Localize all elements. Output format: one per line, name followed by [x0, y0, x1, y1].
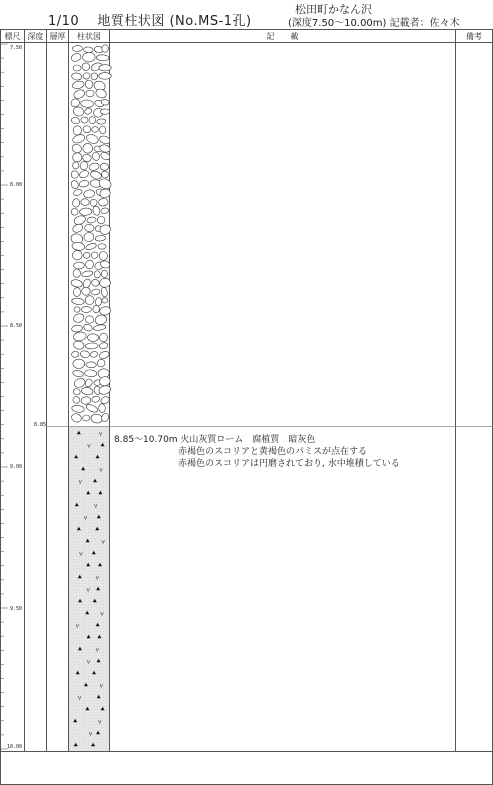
location-label: 松田町かなん沢 — [295, 3, 372, 16]
gravel-clast — [73, 188, 83, 196]
gravel-clast — [97, 216, 106, 225]
gravel-clast — [84, 295, 95, 306]
gravel-clast — [79, 179, 90, 187]
gravel-clast — [79, 208, 92, 216]
gravel-clast — [86, 90, 95, 97]
gravel-clast — [101, 297, 108, 303]
gravel-clast — [73, 340, 85, 350]
gravel-clast — [87, 334, 98, 342]
gravel-clast — [82, 52, 95, 62]
gravel-clast — [98, 403, 105, 412]
pumice-mark: v — [98, 430, 103, 438]
gravel-clast — [99, 65, 112, 71]
gravel-clast — [72, 312, 85, 323]
gravel-clast — [89, 170, 102, 181]
gravel-clast — [99, 126, 106, 134]
pumice-mark: v — [88, 730, 93, 738]
gravel-clast — [100, 287, 108, 298]
gravel-clast — [98, 244, 106, 249]
gravel-clast — [78, 169, 89, 179]
scale-label: 8.50 — [10, 323, 23, 329]
gravel-clast — [70, 52, 82, 63]
gravel-clast — [71, 72, 82, 80]
gravel-clast — [83, 323, 93, 332]
pumice-mark: v — [101, 538, 105, 546]
gravel-clast — [82, 154, 92, 162]
gravel-clast — [71, 151, 83, 163]
gravel-clast — [81, 199, 90, 206]
gravel-clast — [71, 117, 81, 125]
description-line: 赤褐色のスコリアは円磨されており, 水中堆積している — [178, 459, 400, 469]
gravel-clast — [72, 45, 82, 51]
column-header-depth: 深度 — [27, 32, 44, 41]
pumice-mark: v — [79, 550, 83, 558]
gravel-clast — [81, 307, 91, 313]
gravel-clast — [83, 189, 95, 199]
gravel-clast — [82, 72, 91, 80]
gravel-clast — [72, 250, 83, 260]
gravel-clast — [71, 405, 84, 413]
gravel-clast — [101, 171, 108, 179]
gravel-clast — [101, 270, 107, 278]
gravel-clast — [98, 177, 113, 190]
gravel-clast — [71, 171, 79, 179]
pumice-mark: v — [95, 574, 100, 582]
gravel-clast — [79, 160, 89, 170]
depth-range-recorder: (深度7.50～10.00m) 記載者：佐々木 — [288, 18, 460, 29]
gravel-clast — [84, 224, 94, 232]
gravel-clast — [73, 65, 81, 71]
gravel-clast — [99, 251, 107, 260]
column-header-scale: 標尺 — [4, 32, 21, 41]
pumice-mark: v — [86, 658, 91, 666]
pumice-mark: v — [83, 514, 88, 522]
gravel-clast — [82, 415, 90, 421]
gravel-clast — [73, 388, 81, 395]
gravel-clast — [71, 298, 84, 306]
gravel-clast — [90, 350, 99, 358]
gravel-clast — [98, 350, 110, 360]
description-line: 赤褐色のスコリアと黄褐色のパミスが点在する — [178, 447, 368, 457]
gravel-clast — [72, 162, 79, 170]
gravel-clast — [81, 62, 90, 71]
gravel-clast — [72, 80, 85, 89]
gravel-clast — [91, 278, 100, 287]
gravel-pattern — [70, 44, 113, 423]
gravel-clast — [72, 88, 85, 100]
gravel-clast — [91, 395, 100, 403]
pumice-mark: v — [100, 610, 104, 618]
gravel-clast — [85, 260, 94, 269]
gravel-clast — [72, 133, 86, 144]
scale-label: 9.50 — [10, 606, 23, 612]
pumice-mark: v — [93, 502, 98, 510]
pumice-mark: v — [75, 622, 80, 630]
gravel-clast — [83, 232, 94, 243]
gravel-clast — [84, 107, 93, 115]
gravel-clast — [96, 358, 106, 368]
gravel-clast — [85, 79, 94, 89]
pumice-mark: v — [86, 586, 90, 594]
gravel-clast — [85, 343, 98, 349]
gravel-clast — [88, 162, 100, 172]
gravel-clast — [83, 252, 90, 259]
gravel-clast — [84, 378, 93, 388]
column-header-thickness: 層厚 — [49, 32, 66, 41]
gravel-clast — [73, 359, 85, 368]
gravel-clast — [86, 216, 96, 223]
gravel-clast — [81, 270, 93, 277]
gravel-clast — [91, 73, 98, 81]
scale-ticks — [1, 44, 8, 749]
pumice-mark: v — [95, 646, 100, 654]
gravel-clast — [91, 126, 98, 133]
scale-label: 10.00 — [7, 744, 23, 750]
gravel-clast — [70, 279, 83, 288]
gravel-clast — [85, 316, 94, 324]
column-header-description: 記 載 — [266, 32, 299, 41]
gravel-clast — [72, 106, 85, 118]
description-line: 8.85～10.70m 火山灰質ローム 腐植質 暗灰色 — [114, 435, 316, 445]
gravel-clast — [70, 179, 80, 189]
scale-label: 9.00 — [10, 464, 23, 470]
gravel-clast — [74, 262, 85, 269]
scale-label: 8.00 — [10, 182, 23, 188]
gravel-clast — [95, 297, 102, 306]
gravel-clast — [73, 287, 81, 296]
column-header-remarks: 備考 — [466, 32, 482, 41]
gravel-clast — [100, 109, 109, 115]
gravel-clast — [82, 287, 91, 295]
pumice-mark: v — [78, 478, 83, 486]
gravel-clast — [81, 387, 94, 396]
gravel-clast — [89, 117, 96, 124]
gravel-clast — [80, 350, 90, 358]
gravel-clast — [81, 396, 92, 405]
gravel-clast — [72, 198, 80, 207]
scale-label: 7.50 — [10, 45, 23, 51]
gravel-clast — [85, 403, 99, 414]
gravel-clast — [84, 369, 97, 377]
gravel-clast — [73, 125, 82, 135]
gravel-clast — [98, 332, 108, 343]
gravel-clast — [101, 207, 109, 213]
gravel-clast — [97, 119, 106, 125]
gravel-clast — [86, 362, 97, 368]
gravel-clast — [72, 370, 84, 378]
boundary-depth-label: 8.85 — [34, 422, 47, 428]
gravel-clast — [81, 117, 89, 124]
gravel-clast — [85, 133, 99, 145]
gravel-clast — [70, 208, 78, 216]
gravel-clast — [71, 241, 85, 251]
gravel-clast — [100, 163, 109, 170]
pumice-mark: v — [77, 694, 82, 702]
gravel-clast — [72, 396, 81, 405]
gravel-clast — [71, 223, 84, 234]
gravel-clast — [74, 307, 80, 313]
gravel-clast — [70, 412, 82, 423]
column-header-column: 柱状図 — [77, 32, 101, 41]
gravel-clast — [91, 252, 98, 259]
gravel-clast — [90, 199, 98, 207]
gravel-clast — [73, 331, 87, 341]
pumice-mark: v — [87, 442, 91, 450]
gravel-clast — [93, 305, 100, 313]
gravel-clast — [96, 54, 109, 61]
gravel-clast — [91, 151, 100, 161]
gravel-clast — [99, 342, 109, 349]
gravel-clast — [95, 235, 106, 241]
gravel-clast — [82, 142, 94, 154]
gravel-clast — [71, 143, 83, 154]
pumice-mark: v — [98, 718, 102, 726]
gravel-clast — [85, 242, 97, 250]
sheet-title: 1/10 地質柱状図 (No.MS-1孔) — [48, 14, 252, 29]
gravel-clast — [98, 198, 108, 207]
gravel-clast — [70, 98, 81, 108]
gravel-clast — [92, 205, 101, 215]
gravel-clast — [91, 288, 101, 295]
gravel-clast — [71, 325, 83, 333]
pumice-mark: v — [99, 466, 103, 474]
gravel-clast — [99, 73, 112, 80]
gravel-clast — [101, 44, 109, 52]
gravel-clast — [82, 125, 92, 134]
gravel-clast — [71, 351, 79, 358]
gravel-clast — [94, 270, 101, 278]
gravel-clast — [90, 413, 103, 423]
gravel-clast — [93, 324, 106, 331]
pumice-mark: v — [99, 682, 104, 690]
gravel-clast — [80, 100, 93, 108]
gravel-clast — [73, 377, 87, 389]
gravel-clast — [94, 314, 107, 326]
gravel-clast — [73, 269, 81, 278]
gravel-clast — [83, 47, 93, 53]
